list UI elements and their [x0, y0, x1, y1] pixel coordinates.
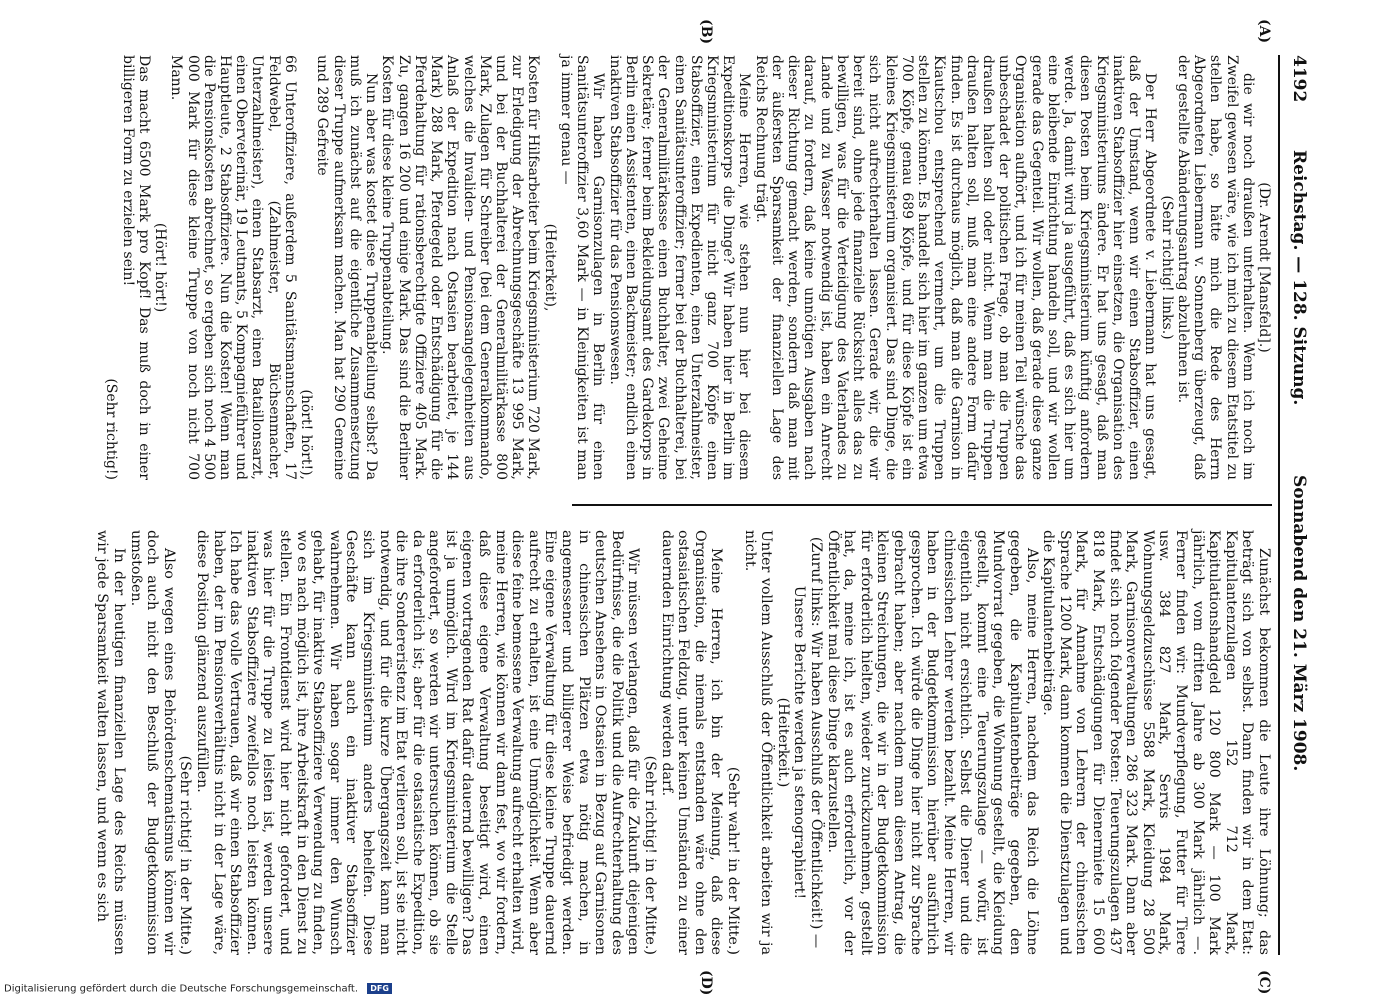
column-divider	[572, 504, 1272, 506]
interjection: (Sehr richtig! in der Mitte.)	[642, 755, 659, 955]
interjection: (Zuruf links: Wir haben Ausschluß der Öffentlichkeit!) — Unsere Berichte werden ja stenographiert!	[791, 536, 824, 949]
header-title: Reichstag. — 128. Sitzung.	[1289, 150, 1309, 406]
paragraph: Unter vollem Ausschluß der Öffentlichkeit arbeiten wir ja nicht.	[741, 530, 775, 955]
footer-text: Digitalisierung gefördert durch die Deutsche Forschungsgemeinschaft.	[4, 983, 359, 994]
header-date: Sonnabend den 21. März 1908.	[1289, 475, 1309, 772]
paragraph: Zunächst bekommen die Leute ihre Löhnung; das beträgt sich von selbst. Dann finden wir in dem Etat: Kapitulantenzulagen 152 712 Mark, Kapitulationshandgeld 120 800 Mark — 100 Mark jährlich, vom dritten Jahre ab 300 Mark jährlich —. Ferner finden wir: Mundverpflegung, Futter für Tiere usw. 384 827 Mark, Servis 1984 Mark, Wohnungsgeldzuschüsse 5588 Mark, Kleidung 28 500 Mark, Garnisonverwaltungen 286 323 Mark. Dann aber findet sich noch folgender Posten: Teuerungszulagen 437 818 Mark, Entschädigungen für Dienermiete 15 600 Mark, für Annahme von Lehrern der chinesischen Sprache 1200 Mark, dann kommen die Dienstzulagen und die Kapitulantenbeiträge.	[1040, 530, 1272, 955]
interjection: (Heiterkeit.)	[774, 697, 791, 788]
paragraph: 66 Unteroffiziere, außerdem 5 Sanitätsmannschaften, 17 Feldwebel, (Zahlmeister, Büchsenmacher, Unterzahlmeister), einen Stabsarzt, einen Bataillonsarzt, einen Oberveterinär, 19 Leutnants, 5 Kompagnieführer und Hauptleute, 2 Stabsoffiziere. Nun die Kosten! Wenn man die Pensionskosten abrechnet, so ergeben sich noch 4 500 000 Mark für diese kleine Truppe von noch nicht 700 Mann.	[168, 55, 298, 480]
paragraph: Also, meine Herren, nachdem das Reich die Löhne gegeben, die Kapitulantenbeiträge gegeben, den Mundvorrat gegeben, die Wohnung gestellt, die Kleidung gestellt, kommt eine Teuerungszulage — wofür, ist eigentlich nicht ersichtlich. Selbst die Diener und die chinesischen Lehrer werden bezahlt. Meine Herren, wir haben in der Budgetkommission hierüber ausführlich gesprochen. Ich würde die Dinge hier nicht zur Sprache gebracht haben; aber nachdem man diesen Antrag, die kleinen Streichungen, die wir in der Budgetkommission für erforderlich hielten, wieder zurückzunehmen, gestellt hat, da, meine ich, ist es auch erforderlich, vor der Öffentlichkeit mal diese Dinge klarzustellen.	[824, 530, 1040, 955]
paragraph: Also wegen eines Behördenschematismus können wir doch auch nicht den Beschluß der Budgetkommission umstoßen.	[127, 530, 177, 955]
paragraph: Wir haben Garnisonzulagen in Berlin für einen Sanitätsunteroffizier 3,60 Mark — in Kleinigkeiten ist man ja immer genau —	[557, 55, 607, 480]
dfg-logo: DFG	[367, 983, 392, 994]
margin-mark-c: (C)	[1256, 970, 1272, 995]
interjection: (Sehr richtig! in der Mitte.)	[177, 755, 194, 955]
right-text-column	[94, 530, 1272, 955]
interjection: (Sehr richtig! links.)	[1158, 195, 1175, 340]
paragraph: Der Herr Abgeordnete v. Liebermann hat uns gesagt, daß der Umstand, wenn wir einen Stabsoffizier, einen inaktiven Stabsoffizier hier einsetzen, die Organisation des Kriegsministeriums ändere. Er hat uns gesagt, daß man diesen Posten beim Kriegsministerium künftig anfordern werde. Ja, damit wird ja ausgeführt, daß es sich hier um eine bleibende Einrichtung handeln soll, und wir wollen gerade das Gegenteil. Wir wollen, daß gerade diese ganze Organisation aufhört, und ich für meinen Teil wünsche das unbeschadet der politischen Frage, ob man die Truppen draußen halten soll oder nicht. Wenn man die Truppen draußen halten soll, muß man eine andere Form dafür finden. Es ist durchaus möglich, daß man die Garnison in Kiautschou entsprechend vermehrt, um die Truppen stellen zu können. Es handelt sich hier im ganzen um etwa 700 Köpfe, genau 689 Köpfe, und für diese Köpfe ist ein kleines Kriegsministerium organisiert. Das sind Dinge, die sich nicht aufrechterhalten lassen. Gerade wir, die wir bereit sind, ohne jede finanzielle Rücksicht alles das zu bewilligen, was für die Verteidigung des Vaterlandes zu Lande und zu Wasser notwendig ist, haben ein Anrecht darauf, zu fordern, daß keine unnötigen Ausgaben nach dieser Richtung gemacht werden, sondern daß man mit der äußersten Sparsamkeit der finanziellen Lage des Reichs Rechnung trägt.	[752, 55, 1159, 480]
paragraph: Das macht 6500 Mark pro Kopf! Das muß doch in einer billigeren Form zu erzielen sein!	[119, 55, 152, 480]
interjection: (hört! hört!),	[298, 389, 315, 480]
paragraph: In der heutigen finanziellen Lage des Reichs müssen wir jede Sparsamkeit walten lassen, und wenn es sich	[94, 530, 128, 955]
speaker-name: (Dr. Arendt [Mansfeld].)	[1256, 182, 1272, 353]
margin-mark-b: (B)	[698, 19, 714, 45]
margin-mark-d: (D)	[698, 970, 714, 996]
paragraph: die wir noch draußen unterhalten. Wenn ich noch im Zweifel gewesen wäre, wie ich mich zu diesem Etatstitel zu stellen habe, so hätte mich die Rede des Herrn Abgeordneten Liebermann v. Sonnenberg überzeugt, daß der gestellte Abänderungsantrag abzulehnen ist.	[1174, 55, 1256, 480]
paragraph: Nun aber was kostet diese Truppenabteilung selbst? Da muß ich zunächst auf die eigentliche Zusammensetzung dieser Truppe aufmerksam machen. Man hat 290 Gemeine und 289 Gefreite	[314, 55, 380, 480]
interjection: (Sehr wahr! in der Mitte.)	[725, 766, 741, 955]
interjection: (Heiterkeit),	[541, 223, 558, 312]
paragraph: Kosten für Hilfsarbeiter beim Kriegsministerium 720 Mark, zur Erledigung der Abrechnungsgeschäfte 13 995 Mark, und bei der Buchhalterei der Generalmilitärkasse 800 Mark, Zulagen für Schreiber (bei dem Generalkommando, welches die Invaliden- und Pensionsangelegenheiten aus Anlaß der Expedition nach Ostasien bearbeitet, je 144 Mark) 288 Mark, Pferdegeld oder Entschädigung für die Pferdehaltung für rationsberechtigte Offiziere 405 Mark. Zu, gangen 16 200 und einige Mark. Das sind die Berliner Kosten für diese kleine Truppenabteilung.	[379, 55, 542, 480]
page-header	[1278, 55, 1314, 955]
page-number: 4192	[1289, 55, 1309, 103]
left-text-column	[103, 55, 1272, 480]
interjection: (Hört! hört!)	[152, 222, 169, 313]
interjection: (Sehr richtig!)	[103, 378, 120, 480]
footer	[4, 983, 392, 995]
paragraph: Wir müssen verlangen, daß für die Zukunft diejenigen Bedürfnisse, die die Politik und die Aufrechterhaltung des deutschen Ansehens in Ostasien in Bezug auf Garnisonen in chinesischen Plätzen etwa nötig machen, in angemessener und billigerer Weise befriedigt werden. Eine eigene Verwaltung für diese kleine Truppe dauernd aufrecht zu erhalten, ist eine Unmöglichkeit. Wenn aber diese feine bemessene Verwaltung aufrecht erhalten wird, meine Herren, wie können wir dann fest, wo wir fordern, daß diese eigene Verwaltung beseitigt wird, einen eigenen vortragenden Rat dafür dauernd bewilligen? Das ist ja unmöglich. Wird im Kriegsministerium die Stelle angefordert, so werden wir untersuchen können, ob sie da erforderlich ist; aber für die ostasiatische Expedition, die ihre Sondereristenz im Etat verlieren soll, ist sie nicht notwendig, und für die kurze Übergangszeit kann man sich im Kriegsministerium anders behelfen. Diese Geschäfte kann auch ein inaktiver Stabsoffizier wahrnehmen. Wir haben sogar immer den Wunsch gehabt, für inaktive Stabsoffiziere Verwendung zu finden, wo es nach möglich ist, ihre Arbeitskraft in den Dienst zu stellen. Ein Frontdienst wird hier nicht gefordert, und was hier für die Truppe zu leisten ist, werden unsere inaktiven Stabsoffiziere zweifellos noch leisten können. Ich habe das volle Vertrauen, daß wir einen Stabsoffizier haben, der im Pensionsverhältnis nicht in der Lage wäre, diese Position glänzend auszufüllen.	[194, 530, 642, 955]
margin-mark-a: (A)	[1256, 19, 1272, 44]
paragraph: Meine Herren, wie stehen nun hier bei diesem Expeditionskorps die Dinge? Wir haben hier in Berlin im Kriegsministerium für nicht ganz 700 Köpfe einen Stabsoffizier, einen Expedienten, einen Unterzahlmeister, einen Sanitätsunteroffizier; ferner bei der Buchhalterei, bei der Generalmilitärkasse einen Buchhalter, zwei Geheime Sekretäre; ferner beim Bekleidungsamt des Gardekorps in Berlin einen Assistenten, einen Backmeister; endlich einen inaktiven Stabsoffizier für das Pensionswesen.	[606, 55, 753, 480]
paragraph: Meine Herren, ich bin der Meinung, daß diese Organisation, die niemals entstanden wäre ohne den ostasiatischen Feldzug, unter keinen Umständen zu einer dauernden Einrichtung werden darf.	[658, 530, 725, 955]
